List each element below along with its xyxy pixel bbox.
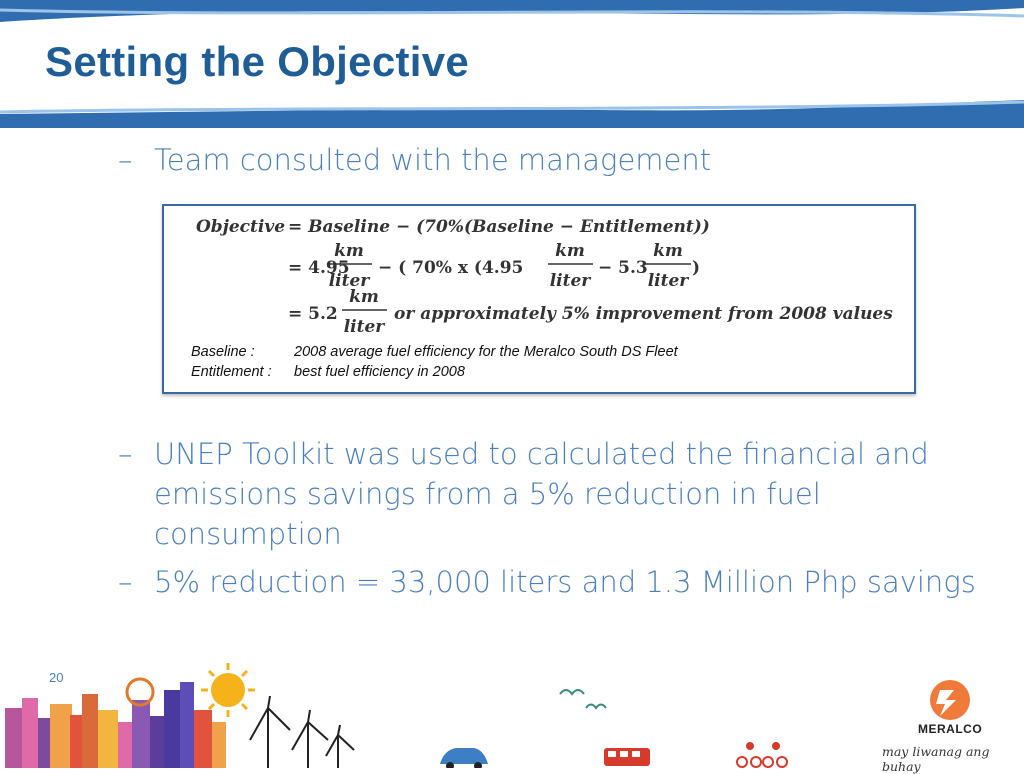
fraction-numerator: km [349,287,379,307]
bullet-text: Team consulted with the management [154,143,712,177]
formula-line2-end: ) [692,258,701,278]
fraction-denominator: liter [343,317,385,337]
bullet-dash: – [118,143,133,177]
car-icon [440,748,488,768]
fraction-numerator: km [653,241,683,261]
formula-line1: = Baseline − (70%(Baseline − Entitlement)) [288,217,710,237]
jeepney-icon [604,748,650,766]
definition-row [191,362,678,382]
bullet-dash: – [118,565,133,599]
formula-line2-start: = 4.95 [288,258,350,278]
formula-line3-end: or approximately 5% improvement from 2008 values [394,304,893,324]
birds-icon [560,690,606,708]
fraction-denominator: liter [328,271,370,291]
bullet-dash: – [118,437,133,471]
bullet-text: UNEP Toolkit was used to calculated the financial and emissions savings from a 5% reduction in fuel consumption [154,437,929,551]
company-tagline: may liwanag ang buhay [882,744,990,774]
fraction-numerator: km [334,241,364,261]
bicycle-icon [737,743,787,767]
wind-turbine-icon [250,696,354,768]
bullet-item [118,434,988,554]
fraction-denominator: liter [647,271,689,291]
formula-box [162,204,916,394]
footer-illustration [0,660,1024,768]
bullet-item [118,562,988,602]
definition-term: Baseline : [191,344,255,360]
formula-line3-start: = 5.2 [288,304,338,324]
fraction-denominator: liter [549,271,591,291]
fraction-numerator: km [555,241,585,261]
sun-icon [201,663,255,717]
formula-line2-mid: − ( 70% x (4.95 [378,258,524,278]
bullet-text: 5% reduction = 33,000 liters and 1.3 Million Php savings [154,565,976,599]
slide-title: Setting the Objective [45,38,470,85]
definition-text: 2008 average fuel efficiency for the Meralco South DS Fleet [294,344,678,360]
meralco-logo-icon [930,680,970,720]
bullet-item [118,140,978,180]
city-skyline-icon [5,679,226,768]
formula-lhs: Objective [196,217,286,237]
definitions [191,342,678,382]
page-number: 20 [49,670,64,685]
formula-line2-mid2: − 5.3 [598,258,648,278]
definition-text: best fuel efficiency in 2008 [294,364,465,380]
definition-term: Entitlement : [191,364,272,380]
definition-row [191,342,678,362]
company-logo-text: MERALCO [918,722,983,736]
